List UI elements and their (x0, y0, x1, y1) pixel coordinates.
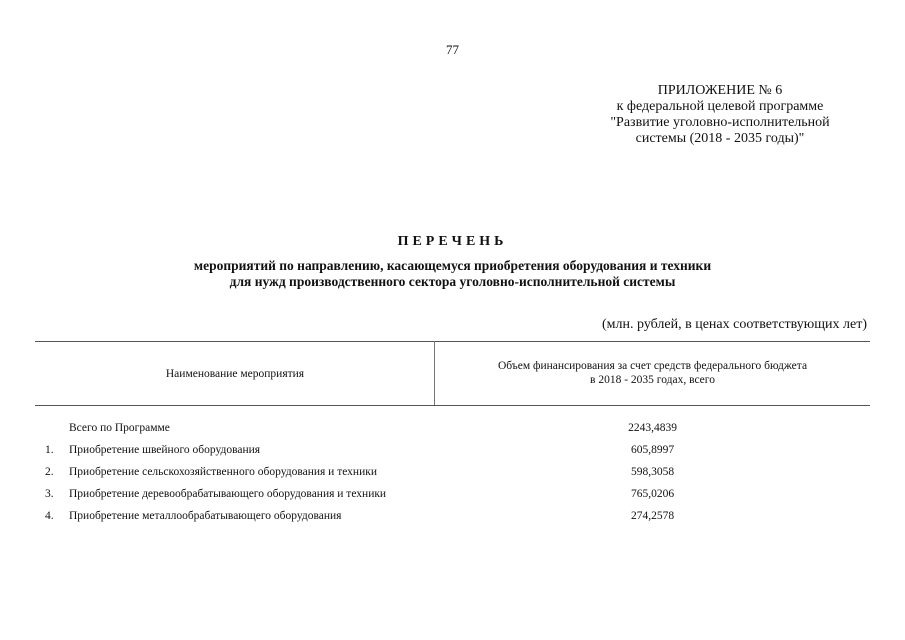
header-funding (435, 359, 870, 387)
row-value: 605,8997 (630, 444, 675, 456)
row-number: 4. (45, 510, 54, 522)
document-title: ПЕРЕЧЕНЬ (397, 234, 508, 249)
appendix-line-2: к федеральной целевой программе (616, 99, 824, 114)
row-value: 274,2578 (630, 510, 675, 522)
subtitle-line-1: мероприятий по направлению, касающемуся приобретения оборудования и техники (193, 258, 712, 273)
header-funding-line-1: Объем финансирования за счет средств федерального бюджета (497, 360, 808, 372)
document-subtitle (100, 258, 805, 290)
page-number: 77 (446, 42, 459, 57)
row-number: 3. (45, 488, 54, 500)
row-value: 598,3058 (630, 466, 675, 478)
table-row (35, 510, 870, 532)
row-name: Всего по Программе (69, 422, 170, 434)
table-row (35, 444, 870, 466)
row-name: Приобретение швейного оборудования (69, 444, 261, 456)
row-number: 2. (45, 466, 54, 478)
row-value: 2243,4839 (628, 422, 677, 434)
appendix-block (600, 83, 840, 147)
row-name: Приобретение сельскохозяйственного оборудования и техники (69, 466, 377, 478)
table-row (35, 466, 870, 488)
subtitle-line-2: для нужд производственного сектора уголовно-исполнительной системы (229, 274, 676, 289)
appendix-line-3: "Развитие уголовно-исполнительной (610, 115, 830, 130)
table-row (35, 422, 870, 444)
row-value: 765,0206 (630, 488, 675, 500)
appendix-line-4: системы (2018 - 2035 годы)" (635, 131, 805, 146)
table-row (35, 488, 870, 510)
table-top-rule (35, 341, 870, 342)
row-name: Приобретение металлообрабатывающего оборудования (69, 510, 342, 522)
row-number: 1. (45, 444, 54, 456)
header-bottom-rule (35, 405, 870, 406)
appendix-line-1: ПРИЛОЖЕНИЕ № 6 (657, 83, 783, 98)
header-name: Наименование мероприятия (165, 368, 305, 380)
header-funding-line-2: в 2018 - 2035 годах, всего (590, 374, 715, 386)
units-note: (млн. рублей, в ценах соответствующих лет) (602, 317, 867, 332)
row-name: Приобретение деревообрабатывающего оборудования и техники (69, 488, 387, 500)
